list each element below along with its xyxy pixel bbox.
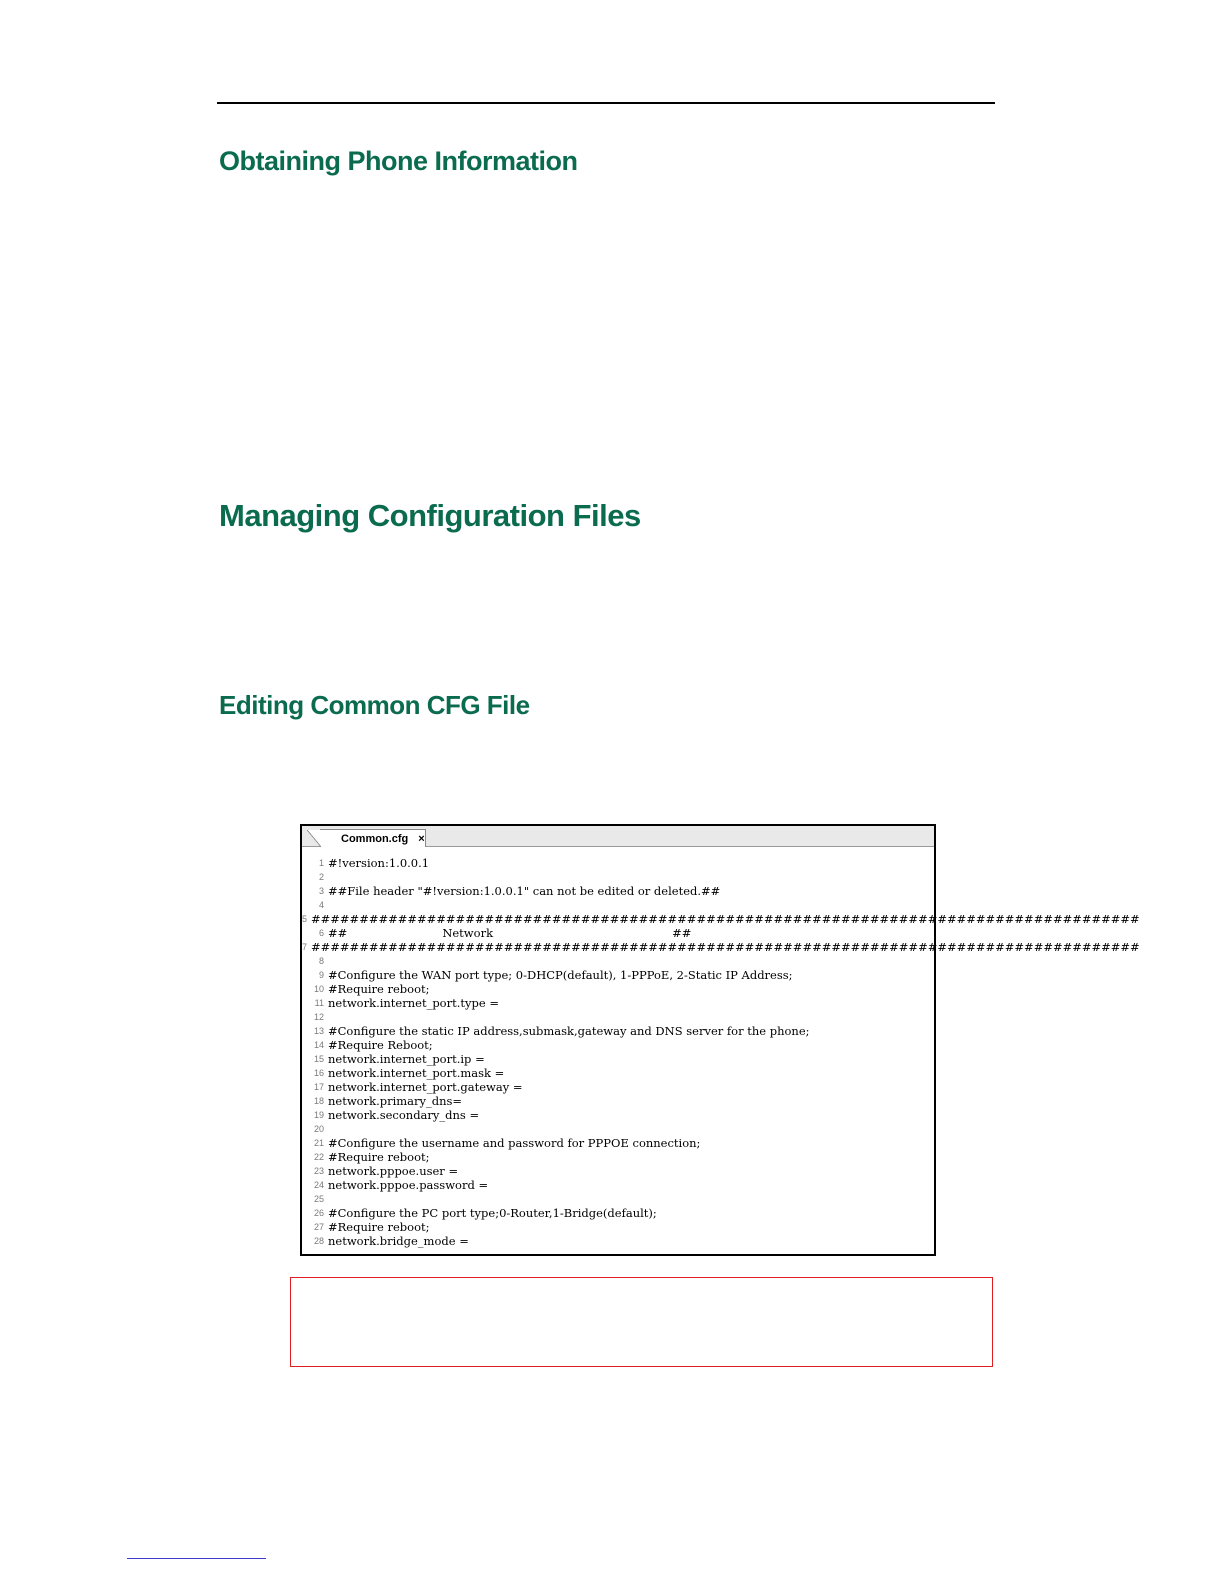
line-number: 27 — [313, 1222, 324, 1232]
line-number: 16 — [313, 1068, 324, 1078]
line-number: 4 — [318, 900, 324, 910]
line-number: 23 — [313, 1166, 324, 1176]
code-line — [302, 1164, 934, 1178]
line-text: #Configure the static IP address,submask,gateway and DNS server for the phone; — [328, 1024, 810, 1038]
code-line — [302, 1178, 934, 1192]
line-number: 26 — [313, 1208, 324, 1218]
line-number: 6 — [318, 928, 324, 938]
line-text: network.internet_port.mask = — [328, 1066, 505, 1080]
line-text: #Configure the PC port type;0-Router,1-Bridge(default); — [328, 1206, 657, 1220]
line-number: 19 — [313, 1110, 324, 1120]
line-text: network.pppoe.user = — [328, 1164, 459, 1178]
code-line — [302, 1234, 934, 1248]
code-line — [302, 884, 934, 898]
code-line — [302, 996, 934, 1010]
line-number: 7 — [302, 942, 308, 952]
line-text: #Configure the WAN port type; 0-DHCP(default), 1-PPPoE, 2-Static IP Address; — [328, 968, 793, 982]
line-text: network.internet_port.type = — [328, 996, 499, 1010]
line-number: 11 — [314, 998, 324, 1008]
line-number: 22 — [313, 1152, 324, 1162]
section-heading-obtaining-phone-information: Obtaining Phone Information — [219, 146, 578, 176]
code-line — [302, 898, 934, 912]
line-number: 2 — [318, 872, 324, 882]
line-number: 5 — [302, 914, 308, 924]
code-line — [302, 1108, 934, 1122]
config-file-editor-screenshot — [300, 824, 1140, 1256]
code-line — [302, 968, 934, 982]
code-line — [302, 1094, 934, 1108]
line-text: #Require reboot; — [328, 1220, 430, 1234]
line-text: #Require reboot; — [328, 1150, 430, 1164]
code-line — [302, 1038, 934, 1052]
code-line — [302, 1024, 934, 1038]
note-box — [290, 1277, 993, 1367]
code-line — [302, 1150, 934, 1164]
editor-tab-bar — [302, 826, 934, 847]
line-text: ## Network ## — [328, 926, 692, 940]
line-text: network.internet_port.gateway = — [328, 1080, 523, 1094]
section-heading-managing-configuration-files: Managing Configuration Files — [219, 498, 641, 533]
line-number: 3 — [318, 886, 324, 896]
line-number: 15 — [313, 1054, 324, 1064]
code-line — [302, 926, 934, 940]
code-line — [302, 940, 1140, 954]
code-line — [302, 1192, 934, 1206]
tab-label: Common.cfg — [341, 832, 409, 845]
code-line — [302, 954, 934, 968]
tab-slant-decoration — [307, 830, 321, 847]
line-text: network.internet_port.ip = — [328, 1052, 485, 1066]
line-text: #Require Reboot; — [328, 1038, 433, 1052]
code-line — [302, 1052, 934, 1066]
line-text: #!version:1.0.0.1 — [328, 856, 430, 870]
line-text: network.bridge_mode = — [328, 1234, 469, 1248]
close-icon[interactable]: × — [418, 832, 425, 845]
code-line — [302, 856, 934, 870]
line-number: 14 — [313, 1040, 324, 1050]
line-text: #Require reboot; — [328, 982, 430, 996]
footer-link-underline[interactable] — [127, 1558, 266, 1559]
code-line — [302, 1220, 934, 1234]
code-line — [302, 1010, 934, 1024]
line-number: 9 — [318, 970, 324, 980]
line-number: 1 — [318, 858, 324, 868]
line-number: 20 — [313, 1124, 324, 1134]
line-number: 13 — [313, 1026, 324, 1036]
line-number: 8 — [318, 956, 324, 966]
line-number: 17 — [313, 1082, 324, 1092]
line-number: 12 — [313, 1012, 324, 1022]
line-number: 25 — [313, 1194, 324, 1204]
code-line — [302, 982, 934, 996]
code-line — [302, 1136, 934, 1150]
line-text: ###################################################################################### — [311, 912, 1140, 926]
line-number: 28 — [313, 1236, 324, 1246]
code-line — [302, 1080, 934, 1094]
line-number: 18 — [313, 1096, 324, 1106]
section-heading-editing-common-cfg-file: Editing Common CFG File — [219, 690, 530, 720]
line-text: ##File header "#!version:1.0.0.1" can not be edited or deleted.## — [328, 884, 721, 898]
code-line — [302, 1066, 934, 1080]
code-line — [302, 912, 1140, 926]
line-number: 21 — [313, 1138, 324, 1148]
line-text: network.pppoe.password = — [328, 1178, 489, 1192]
line-text: network.secondary_dns = — [328, 1108, 480, 1122]
line-number: 24 — [313, 1180, 324, 1190]
line-text: #Configure the username and password for PPPOE connection; — [328, 1136, 701, 1150]
code-area[interactable] — [302, 856, 1140, 1248]
line-text: network.primary_dns= — [328, 1094, 463, 1108]
tab-common-cfg[interactable] — [320, 829, 426, 847]
code-line — [302, 870, 934, 884]
line-number: 10 — [313, 984, 324, 994]
code-line — [302, 1206, 934, 1220]
line-text: ###################################################################################### — [311, 940, 1140, 954]
header-rule — [217, 102, 995, 104]
code-line — [302, 1122, 934, 1136]
